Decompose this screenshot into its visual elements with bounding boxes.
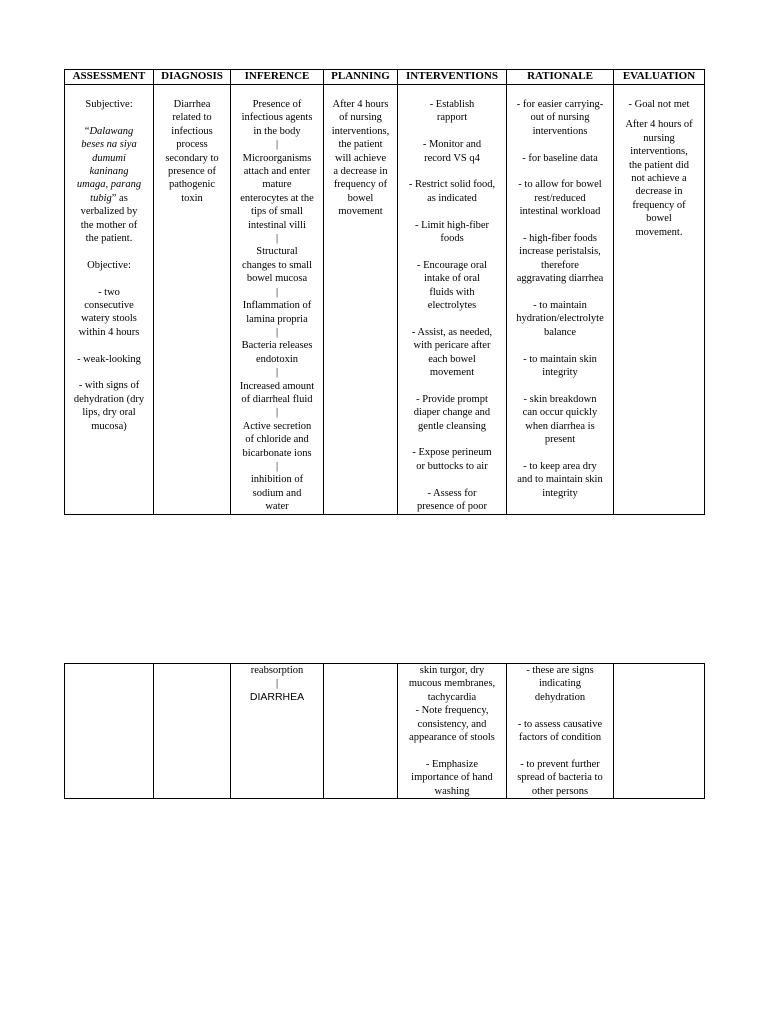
intervention-item: - Limit high-fiber foods <box>414 219 490 245</box>
header-row <box>65 70 705 85</box>
inference-step: Bacteria releases endotoxin <box>241 340 313 365</box>
table-row <box>65 664 705 799</box>
subjective-quote: “Dalawang beses na siya dumumi kaninang umaga, parang tubig” as verbalized by the mother of the patient. <box>76 125 142 245</box>
evaluation-text: After 4 hours of nursing interventions, the patient did not achieve a decrease in frequency of bowel movement. <box>625 119 693 238</box>
inference-cell <box>231 85 324 515</box>
rationale-item: - to allow for bowel rest/reduced intestinal workload <box>518 179 602 218</box>
arrow-connector: | <box>275 367 279 379</box>
planning-text: After 4 hours of nursing interventions, the patient will achieve a decrease in frequency of bowel movement <box>331 99 390 218</box>
header-diagnosis: DIAGNOSIS <box>154 70 231 85</box>
inference-step: Active secretion of chloride and bicarbonate ions <box>242 420 312 459</box>
rationale-cell <box>507 664 614 799</box>
inference-step: Microorganisms attach and enter mature enterocytes at the tips of small intestinal villi <box>240 152 314 231</box>
header-planning: PLANNING <box>324 70 398 85</box>
subjective-label: Subjective: <box>85 99 133 110</box>
nursing-care-plan-table <box>64 69 705 515</box>
intervention-item: - Emphasize importance of hand washing <box>411 758 493 797</box>
arrow-connector: | <box>275 326 279 338</box>
rationale-item: - high-fiber foods increase peristalsis, therefore aggravating diarrhea <box>516 233 604 285</box>
header-inference: INFERENCE <box>231 70 324 85</box>
intervention-item: - Provide prompt diaper change and gentle cleansing <box>413 393 491 432</box>
rationale-item: - to keep area dry and to maintain skin integrity <box>517 460 603 499</box>
rationale-item: - skin breakdown can occur quickly when diarrhea is present <box>522 393 598 446</box>
objective-item: - weak-looking <box>77 353 141 365</box>
inference-step: Increased amount of diarrheal fluid <box>239 380 315 405</box>
diagnosis-text: Diarrhea related to infectious process secondary to presence of pathogenic toxin <box>165 99 219 204</box>
rationale-item: - to assess causative factors of condition <box>517 718 603 744</box>
header-evaluation: EVALUATION <box>614 70 705 85</box>
objective-item: - with signs of dehydration (dry lips, dry oral mucosa) <box>73 380 145 432</box>
inference-step: reabsorption <box>250 665 304 676</box>
intervention-item: - Assess for presence of poor <box>417 487 487 513</box>
evaluation-cell <box>614 85 705 515</box>
nursing-care-plan-table-continued <box>64 663 705 799</box>
evaluation-status: - Goal not met <box>628 99 690 110</box>
diagnosis-cell <box>154 85 231 515</box>
intervention-item: - Monitor and record VS q4 <box>422 139 482 164</box>
rationale-item: - to maintain hydration/electrolyte balance <box>516 300 604 338</box>
rationale-item: - for baseline data <box>522 152 598 164</box>
interventions-cell <box>398 85 507 515</box>
arrow-connector: | <box>275 407 279 419</box>
assessment-cell <box>65 85 154 515</box>
header-interventions: INTERVENTIONS <box>398 70 507 85</box>
inference-step: Structural changes to small bowel mucosa <box>242 246 312 285</box>
intervention-item: - Restrict solid food, as indicated <box>408 179 496 204</box>
intervention-item: - Encourage oral intake of oral fluids with electrolytes <box>417 259 487 312</box>
intervention-item: skin turgor, dry mucous membranes, tachycardia - Note frequency, consistency, and appearance of stools <box>408 665 496 744</box>
header-rationale: RATIONALE <box>507 70 614 85</box>
arrow-connector: | <box>275 139 279 151</box>
diagnosis-cell <box>154 664 231 799</box>
arrow-connector: | <box>275 233 279 245</box>
objective-label: Objective: <box>87 259 131 271</box>
arrow-connector: | <box>275 286 279 298</box>
evaluation-cell <box>614 664 705 799</box>
rationale-cell <box>507 85 614 515</box>
rationale-item: - these are signs indicating dehydration <box>526 665 594 703</box>
rationale-item: - to prevent further spread of bacteria to other persons <box>517 758 603 797</box>
inference-step: Presence of infectious agents in the body <box>241 99 313 137</box>
intervention-item: - Establish rapport <box>429 99 475 124</box>
planning-cell <box>324 85 398 515</box>
header-assessment: ASSESSMENT <box>65 70 154 85</box>
planning-cell <box>324 664 398 799</box>
rationale-item: - to maintain skin integrity <box>523 353 597 379</box>
arrow-connector: | <box>275 460 279 472</box>
intervention-item: - Assist, as needed, with pericare after each bowel movement <box>411 326 493 379</box>
assessment-cell <box>65 664 154 799</box>
inference-cell <box>231 664 324 799</box>
table-row <box>65 85 705 515</box>
inference-step: inhibition of sodium and water <box>250 474 304 513</box>
arrow-connector: | <box>275 678 279 690</box>
intervention-item: - Expose perineum or buttocks to air <box>412 447 492 472</box>
inference-step: DIARRHEA <box>249 690 305 703</box>
objective-item: - two consecutive watery stools within 4 hours <box>78 286 140 338</box>
rationale-item: - for easier carrying- out of nursing interventions <box>516 99 604 137</box>
inference-step: Inflammation of lamina propria <box>242 300 312 325</box>
interventions-cell <box>398 664 507 799</box>
